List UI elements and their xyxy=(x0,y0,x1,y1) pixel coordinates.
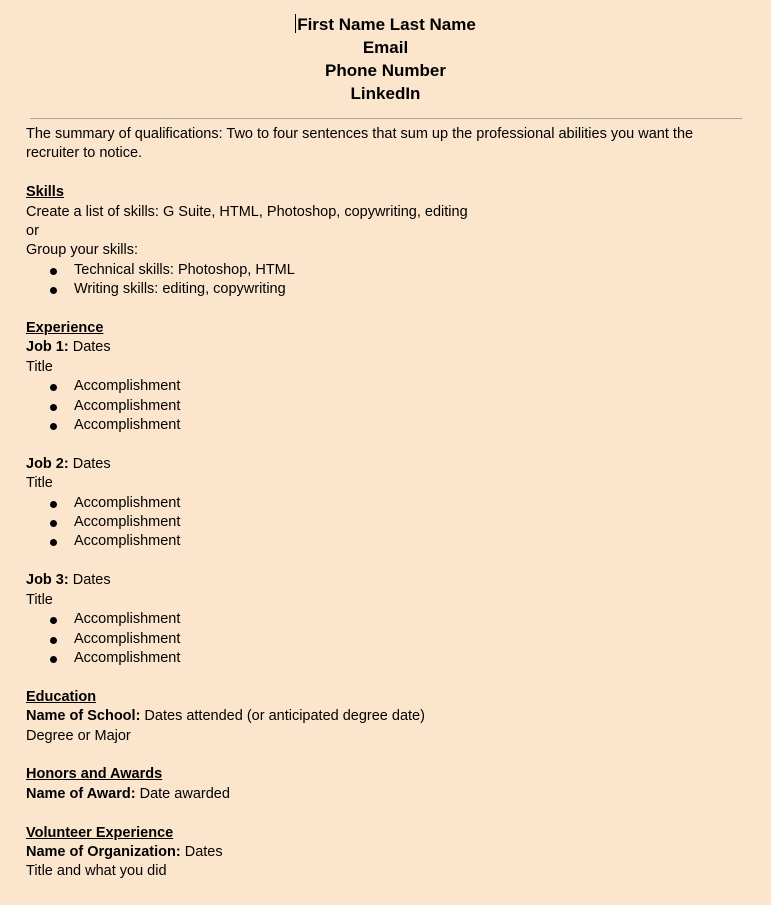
document-body xyxy=(26,125,746,882)
experience-section xyxy=(26,319,746,668)
volunteer-heading[interactable]: Volunteer Experience xyxy=(26,824,174,841)
award-line[interactable]: Name of Award: Date awarded xyxy=(26,785,230,802)
skills-heading[interactable]: Skills xyxy=(26,184,64,201)
job-entry xyxy=(26,571,746,668)
bullet-icon xyxy=(50,520,57,527)
job-entry xyxy=(26,338,746,435)
bullet-icon xyxy=(50,617,57,624)
job-dates-line[interactable]: Job 2: Dates xyxy=(26,455,111,472)
summary-paragraph[interactable]: The summary of qualifications: Two to four sentences that sum up the professional abilities you want the recruiter to notice. xyxy=(26,126,694,162)
list-item[interactable]: Accomplishment xyxy=(26,494,746,513)
accomplishments-list xyxy=(26,377,746,435)
accomplishments-list xyxy=(26,494,746,552)
bullet-icon xyxy=(50,637,57,644)
email-line[interactable]: Email xyxy=(362,38,409,57)
accomplishments-list xyxy=(26,610,746,668)
job-title[interactable]: Title xyxy=(26,475,53,492)
skills-list-line[interactable]: Create a list of skills: G Suite, HTML, Photoshop, copywriting, editing xyxy=(26,203,468,220)
name-line[interactable] xyxy=(0,13,771,36)
linkedin-line[interactable]: LinkedIn xyxy=(350,84,421,103)
full-name[interactable]: First Name Last Name xyxy=(297,15,476,34)
volunteer-section xyxy=(26,824,746,882)
school-line[interactable]: Name of School: Dates attended (or anticipated degree date) xyxy=(26,708,425,725)
job-entry xyxy=(26,455,746,552)
bullet-icon xyxy=(50,287,57,294)
education-heading[interactable]: Education xyxy=(26,688,97,705)
list-item[interactable]: Accomplishment xyxy=(26,532,746,551)
education-section xyxy=(26,688,746,746)
job-title[interactable]: Title xyxy=(26,358,53,375)
bullet-icon xyxy=(50,404,57,411)
list-item[interactable]: Accomplishment xyxy=(26,416,746,435)
bullet-icon xyxy=(50,501,57,508)
list-item[interactable]: Accomplishment xyxy=(26,630,746,649)
degree-line[interactable]: Degree or Major xyxy=(26,727,131,744)
bullet-icon xyxy=(50,268,57,275)
job-title[interactable]: Title xyxy=(26,591,53,608)
list-item[interactable]: Accomplishment xyxy=(26,649,746,668)
organization-line[interactable]: Name of Organization: Dates xyxy=(26,843,223,860)
job-dates-line[interactable]: Job 3: Dates xyxy=(26,572,111,589)
list-item[interactable]: Technical skills: Photoshop, HTML xyxy=(26,261,746,280)
skills-group-line[interactable]: Group your skills: xyxy=(26,242,139,259)
list-item[interactable]: Accomplishment xyxy=(26,397,746,416)
skills-section xyxy=(26,183,746,299)
skills-groups-list xyxy=(26,261,746,300)
list-item[interactable]: Accomplishment xyxy=(26,377,746,396)
honors-section xyxy=(26,765,746,804)
bullet-icon xyxy=(50,539,57,546)
bullet-icon xyxy=(50,423,57,430)
bullet-icon xyxy=(50,384,57,391)
resume-header xyxy=(0,13,771,105)
phone-line[interactable]: Phone Number xyxy=(325,61,446,80)
horizontal-divider xyxy=(30,118,742,119)
experience-heading[interactable]: Experience xyxy=(26,320,104,337)
list-item[interactable]: Accomplishment xyxy=(26,513,746,532)
honors-heading[interactable]: Honors and Awards xyxy=(26,766,163,783)
list-item[interactable]: Accomplishment xyxy=(26,610,746,629)
bullet-icon xyxy=(50,656,57,663)
skills-or-line[interactable]: or xyxy=(26,223,39,240)
volunteer-role-line[interactable]: Title and what you did xyxy=(26,863,167,880)
list-item[interactable]: Writing skills: editing, copywriting xyxy=(26,280,746,299)
job-dates-line[interactable]: Job 1: Dates xyxy=(26,339,111,356)
